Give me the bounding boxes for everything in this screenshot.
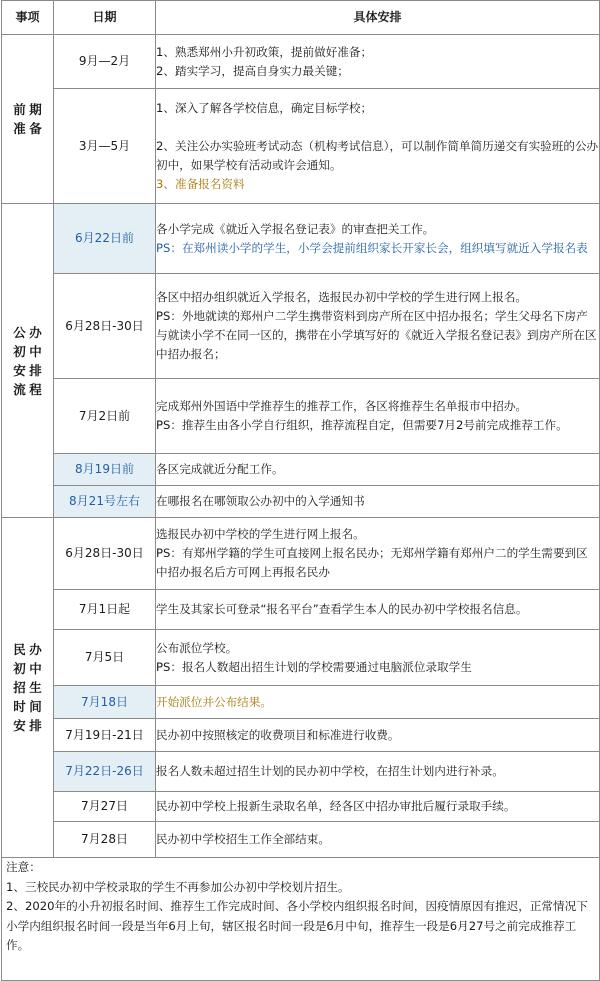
row-date: 7月18日 [54,686,156,719]
table-row [2,35,600,89]
category-char: 前 [13,102,26,117]
category-char: 期 [29,102,42,117]
row-arrangement: 选报民办初中学校的学生进行网上报名。 PS：有郑州学籍的学生可直接网上报名民办；无郑州学籍有郑州户二的学生需要到区中招办报名后方可网上再报名民办 [156,518,600,590]
table-row [2,379,600,454]
table-header-row [2,1,600,35]
row-arrangement: 开始派位并公布结果。 [156,686,600,719]
schedule-table [1,0,600,858]
row-arrangement: 民办初中学校招生工作全部结束。 [156,822,600,858]
row-date: 8月19日前 [54,454,156,486]
row-arrangement: 报名人数未超过招生计划的民办初中学校，在招生计划内进行补录。 [156,752,600,792]
header-category: 事项 [2,1,54,35]
row-date: 7月27日 [54,792,156,822]
row-arrangement: 1、深入了解各学校信息，确定目标学校； 2、关注公办实验班考试动态（机构考试信息），可以制作简单简历递交有实验班的公办初中，如果学校有活动或许会通知。 3、准备报名资料 [156,89,600,204]
notes-section [1,858,600,981]
table-row [2,590,600,630]
note-item: 1、三校民办初中学校录取的学生不再参加公办初中学校划片招生。 [6,879,350,894]
row-arrangement: 公布派位学校。 PS：报名人数超出招生计划的学校需要通过电脑派位录取学生 [156,630,600,686]
section-category-private: 民 初 招 时 安 办 中 生 间 排 [2,518,54,858]
row-date: 7月2日前 [54,379,156,454]
row-date: 9月—2月 [54,35,156,89]
table-row [2,454,600,486]
row-arrangement: 学生及其家长可登录“报名平台”查看学生本人的民办初中学校报名信息。 [156,590,600,630]
header-arrangement: 具体安排 [156,1,600,35]
row-date: 7月28日 [54,822,156,858]
category-char: 准 [13,121,26,136]
row-arrangement: 各区中招办组织就近入学报名，选报民办初中学校的学生进行网上报名。 PS：外地就读的郑州户二学生携带资料到房产所在区中招办报名；学生父母名下房产与就读小学不在同一区的，携带在小学填写好的《就近入学报名登记表》到房产所在区中招办报名； [156,274,600,379]
category-char: 备 [29,121,42,136]
section-category-public: 公 初 安 流 办 中 排 程 [2,204,54,518]
row-arrangement: 完成郑州外国语中学推荐生的推荐工作，各区将推荐生名单报市中招办。 PS：推荐生由各小学自行组织，推荐流程自定，但需要7月2号前完成推荐工作。 [156,379,600,454]
row-arrangement: 1、熟悉郑州小升初政策，提前做好准备； 2、踏实学习，提高自身实力最关键； [156,35,600,89]
row-date: 6月28日-30日 [54,274,156,379]
row-date: 7月22日-26日 [54,752,156,792]
notes-title: 注意： [6,860,41,874]
row-date: 7月1日起 [54,590,156,630]
row-date: 7月19日-21日 [54,719,156,752]
table-row [2,486,600,518]
table-row [2,752,600,792]
table-row [2,274,600,379]
section-category-prep [2,35,54,204]
table-row [2,630,600,686]
row-date: 6月28日-30日 [54,518,156,590]
row-date: 3月—5月 [54,89,156,204]
row-arrangement: 民办初中学校上报新生录取名单，经各区中招办审批后履行录取手续。 [156,792,600,822]
table-row [2,792,600,822]
row-arrangement: 各小学完成《就近入学报名登记表》的审查把关工作。 PS：在郑州读小学的学生，小学会提前组织家长开家长会，组织填写就近入学报名表 [156,204,600,274]
row-arrangement: 在哪报名在哪领取公办初中的入学通知书 [156,486,600,518]
table-row [2,822,600,858]
table-row [2,204,600,274]
table-row [2,719,600,752]
header-date: 日期 [54,1,156,35]
row-arrangement: 民办初中按照核定的收费项目和标准进行收费。 [156,719,600,752]
row-date: 7月5日 [54,630,156,686]
note-item: 2、2020年的小升初报名时间、推荐生工作完成时间、各小学校内组织报名时间，因疫情原因有推迟，正常情况下小学内组织报名时间一段是当年6月上旬，辖区报名时间一段是6月中旬，推荐生一段是6月27号之前完成推荐工作。 [6,899,588,952]
table-row [2,89,600,204]
table-row [2,518,600,590]
row-date: 8月21号左右 [54,486,156,518]
table-row [2,686,600,719]
row-date: 6月22日前 [54,204,156,274]
row-arrangement: 各区完成就近分配工作。 [156,454,600,486]
